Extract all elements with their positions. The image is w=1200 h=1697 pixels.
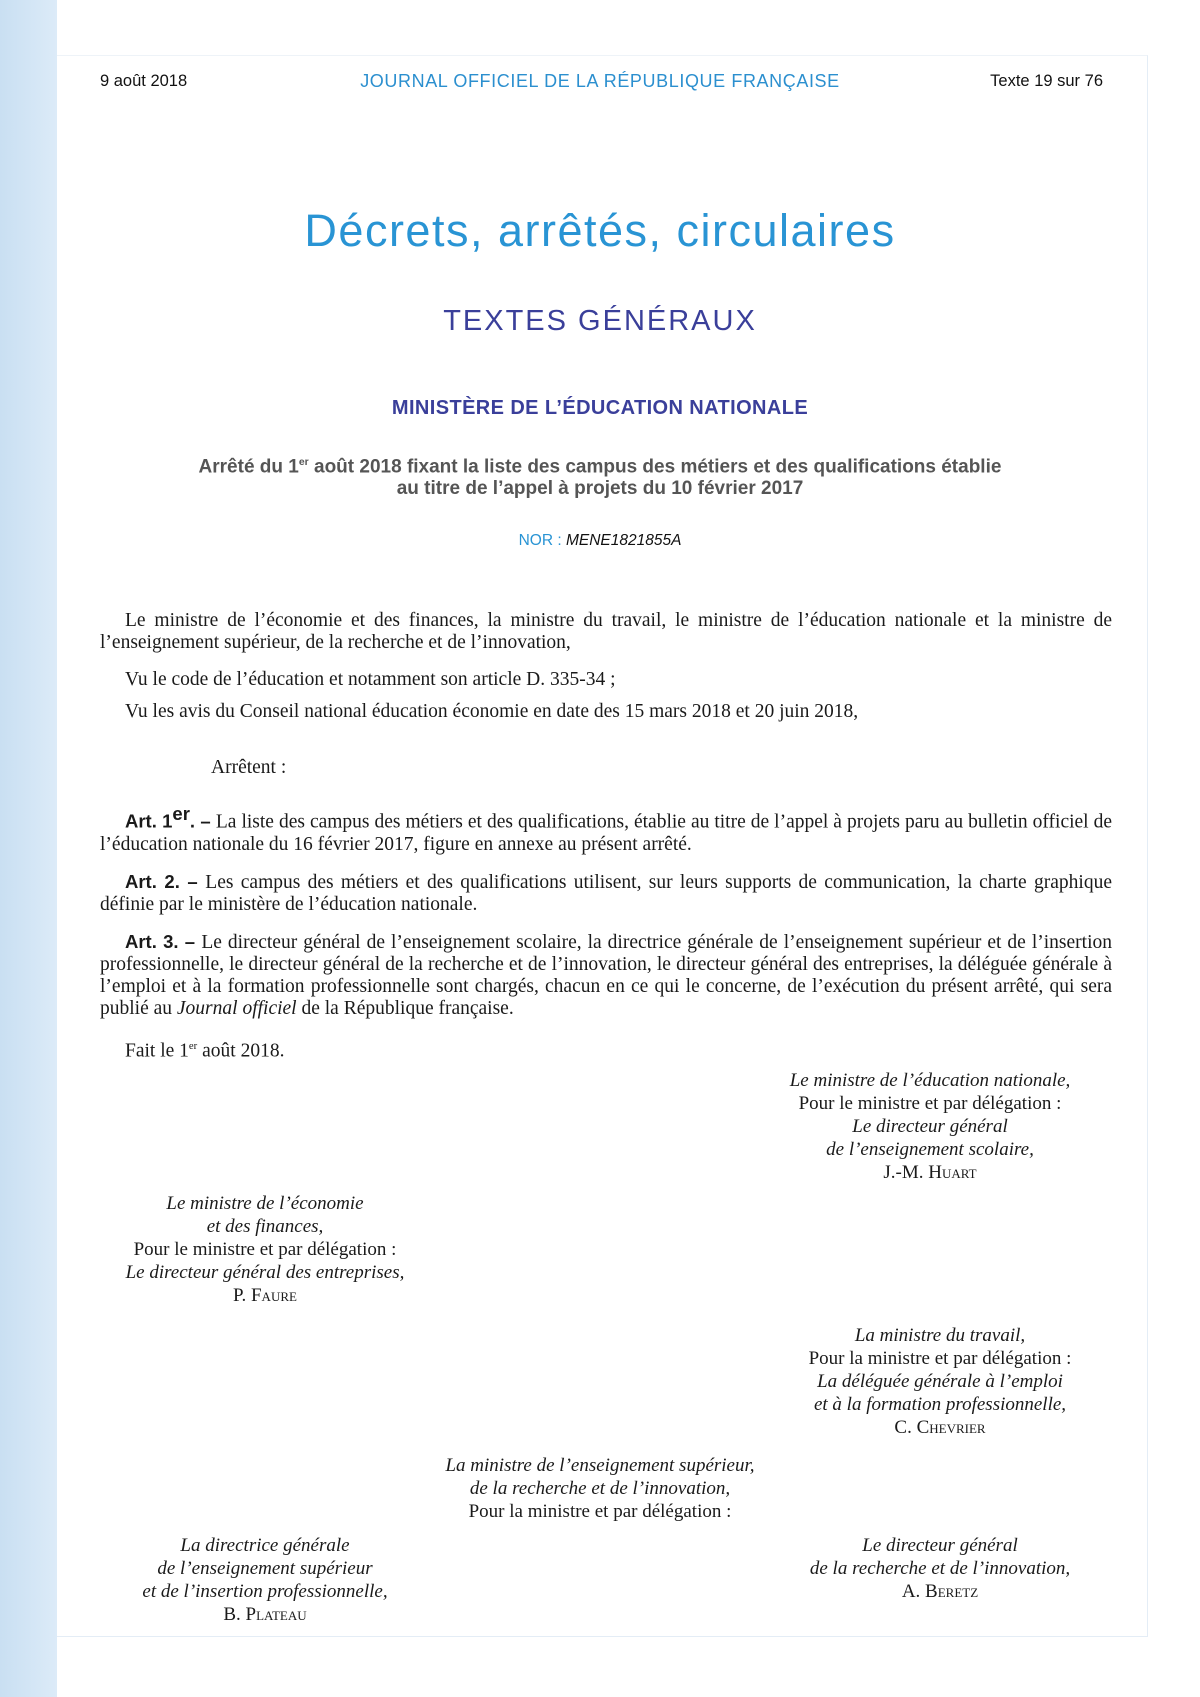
vu-paragraph-2: Vu les avis du Conseil national éducation économie en date des 15 mars 2018 et 20 juin 2018, [125, 701, 859, 722]
nor-label: NOR : [518, 532, 566, 549]
sig-recherche-line2: de la recherche et de l’innovation, [809, 1558, 1071, 1579]
sig-recherche-name: A. Beretz [901, 1581, 979, 1602]
sig-enssup-line3: Pour la ministre et par délégation : [468, 1501, 732, 1522]
sig-economie-name: P. Faure [233, 1285, 297, 1306]
article-3-journal: Journal officiel [176, 997, 297, 1019]
sig-education-line2: Pour le ministre et par délégation : [798, 1093, 1062, 1114]
header-journal-title: JOURNAL OFFICIEL DE LA RÉPUBLIQUE FRANÇAISE [360, 71, 840, 91]
header-date: 9 août 2018 [100, 72, 188, 90]
sig-dgesip-name: B. Plateau [223, 1604, 307, 1625]
sig-dgesip-line2: de l’enseignement supérieur [157, 1558, 373, 1579]
article-1-dash: . – [189, 810, 216, 832]
arrete-title [0, 452, 1200, 500]
signature-economie [85, 1192, 445, 1307]
main-title: Décrets, arrêtés, circulaires [304, 205, 896, 256]
sig-travail-line3: La déléguée générale à l’emploi [817, 1371, 1063, 1392]
sig-enssup-line2: de la recherche et de l’innovation, [469, 1478, 731, 1499]
section-title: TEXTES GÉNÉRAUX [443, 305, 757, 337]
fait-le [100, 1035, 1112, 1063]
arretent-paragraph: Arrêtent : [211, 757, 287, 778]
sig-travail-line2: Pour la ministre et par délégation : [808, 1348, 1072, 1369]
article-1-sup: er [172, 803, 190, 824]
sig-education-name: J.-M. Huart [883, 1162, 977, 1183]
nor-reference [0, 532, 1200, 550]
fait-part2: août 2018. [197, 1040, 285, 1061]
ministry-name: MINISTÈRE DE L’ÉDUCATION NATIONALE [391, 397, 809, 419]
sig-travail-line1: La ministre du travail, [854, 1325, 1026, 1346]
arrete-title-part2: août 2018 fixant la liste des campus des métiers et des qualifications établie [308, 456, 1002, 478]
signature-enseignement-sup [390, 1454, 810, 1523]
intro-paragraph: Le ministre de l’économie et des finances, la ministre du travail, le ministre de l’éducation nationale et la ministre de l’enseignement supérieur, de la recherche et de l’innovation, [100, 610, 1112, 653]
signature-education [740, 1069, 1120, 1184]
signature-recherche [760, 1534, 1120, 1603]
article-3-text-b: de la République française. [296, 997, 514, 1019]
article-2-label: Art. 2. – [125, 870, 206, 892]
sig-enssup-line1: La ministre de l’enseignement supérieur, [445, 1455, 755, 1476]
article-1-text: La liste des campus des métiers et des qualifications, établie au titre de l’appel à projets paru au bulletin officiel de l’éducation nationale du 16 février 2017, figure en annexe au présent arrêté. [100, 811, 1112, 855]
nor-value: MENE1821855A [565, 532, 682, 549]
sig-travail-name: C. Chevrier [894, 1417, 986, 1438]
sig-dgesip-line1: La directrice générale [180, 1535, 350, 1556]
vu-paragraph-1: Vu le code de l’éducation et notamment son article D. 335-34 ; [125, 669, 616, 690]
fait-part1: Fait le 1 [125, 1040, 189, 1061]
header-text-number: Texte 19 sur 76 [990, 72, 1103, 90]
article-1-label: Art. 1 [125, 810, 173, 832]
arrete-title-sup: er [298, 457, 309, 468]
sig-dgesip-line3: et de l’insertion professionnelle, [142, 1581, 388, 1602]
sig-education-line1: Le ministre de l’éducation nationale, [789, 1070, 1071, 1091]
signature-dgesip [85, 1534, 445, 1626]
sig-economie-line3: Pour le ministre et par délégation : [133, 1239, 397, 1260]
sig-economie-line4: Le directeur général des entreprises, [125, 1262, 405, 1283]
sig-recherche-line1: Le directeur général [862, 1535, 1018, 1556]
fait-sup: er [188, 1039, 198, 1052]
arrete-title-part1: Arrêté du 1 [198, 456, 299, 478]
article-3 [100, 931, 1112, 1020]
article-3-text-a: Le directeur général de l’enseignement scolaire, la directrice générale de l’enseignement supérieur et de l’insertion professionnelle, le directeur général de la recherche et de l’innovation, le directeur général des entreprises, la déléguée générale à l’emploi et à la formation professionnelle sont chargés, chacun en ce qui le concerne, de l’exécution du présent arrêté, qui sera publié au [100, 931, 1112, 1019]
article-2 [100, 871, 1112, 916]
signature-travail [760, 1324, 1120, 1439]
sig-education-line3: Le directeur général [852, 1116, 1008, 1137]
article-1 [100, 803, 1112, 856]
article-2-text: Les campus des métiers et des qualifications utilisent, sur leurs supports de communication, la charte graphique définie par le ministère de l’éducation nationale. [100, 871, 1112, 915]
sig-economie-line1: Le ministre de l’économie [166, 1193, 364, 1214]
sig-education-line4: de l’enseignement scolaire, [826, 1139, 1034, 1160]
arrete-title-line2: au titre de l’appel à projets du 10 février 2017 [396, 478, 804, 500]
sig-travail-line4: et à la formation professionnelle, [813, 1394, 1067, 1415]
sig-economie-line2: et des finances, [206, 1216, 324, 1237]
article-3-label: Art. 3. – [125, 930, 202, 952]
decree-body [100, 610, 1112, 1077]
